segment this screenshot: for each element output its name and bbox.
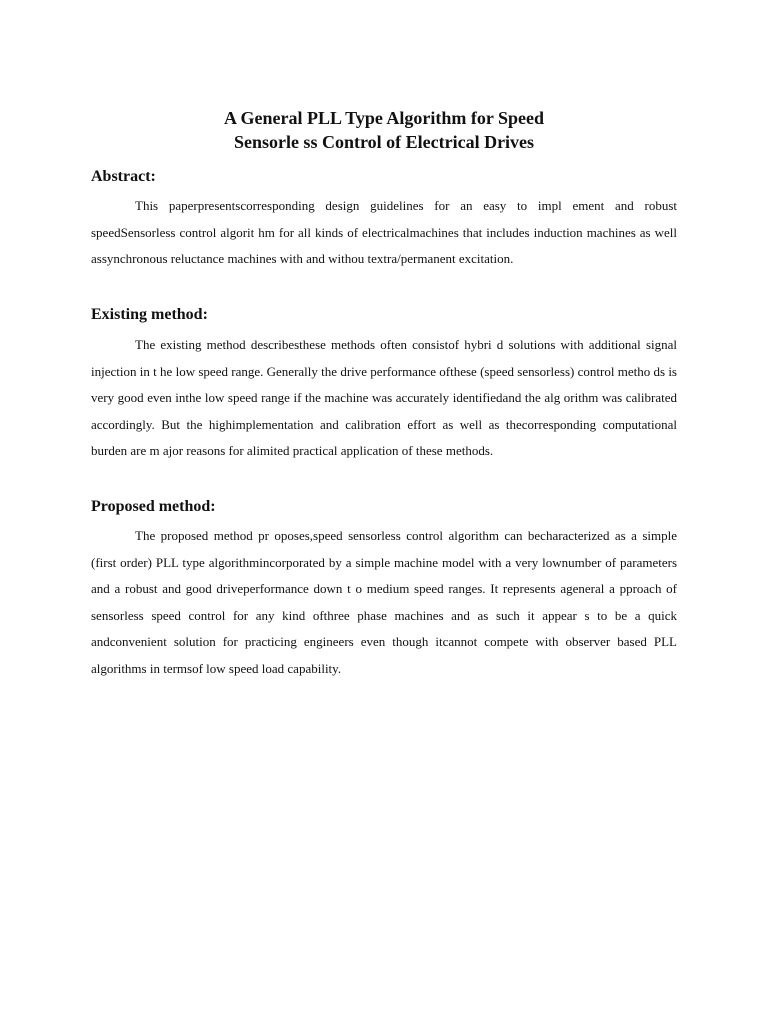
proposed-method-heading: Proposed method: <box>91 498 216 515</box>
title-line-2: Sensorle ss Control of Electrical Drives <box>233 132 535 152</box>
abstract-paragraph: This paperpresentscorresponding design guidelines for an easy to impl ement and robust speedSensorless control algorit hm for all kinds of electricalmachines that includes induction machines as well assynchronous reluctance machines with and withou textra/permanent excitation. <box>91 198 677 266</box>
existing-method-heading: Existing method: <box>91 306 208 323</box>
title-line-1: A General PLL Type Algorithm for Speed <box>223 108 544 128</box>
abstract-heading: Abstract: <box>91 168 156 185</box>
document-title <box>0 106 768 154</box>
proposed-method-paragraph: The proposed method pr oposes,speed sensorless control algorithm can becharacterized as a simple (first order) PLL type algorithmincorporated by a simple machine model with a very lownumber of parameters and a robust and good driveperformance down t o medium speed ranges. It represents ageneral a pproach of sensorless speed control for any kind ofthree phase machines and as such it appear s to be a quick andconvenient solution for practicing engineers even though itcannot compete with observer based PLL algorithms in termsof low speed load capability. <box>91 528 677 676</box>
existing-method-paragraph: The existing method describesthese methods often consistof hybri d solutions with additional signal injection in t he low speed range. Generally the drive performance ofthese (speed sensorless) control metho ds is very good even inthe low speed range if the machine was accurately identifiedand the alg orithm was calibrated accordingly. But the highimplementation and calibration effort as well as thecorresponding computational burden are m ajor reasons for alimited practical application of these methods. <box>91 337 677 458</box>
